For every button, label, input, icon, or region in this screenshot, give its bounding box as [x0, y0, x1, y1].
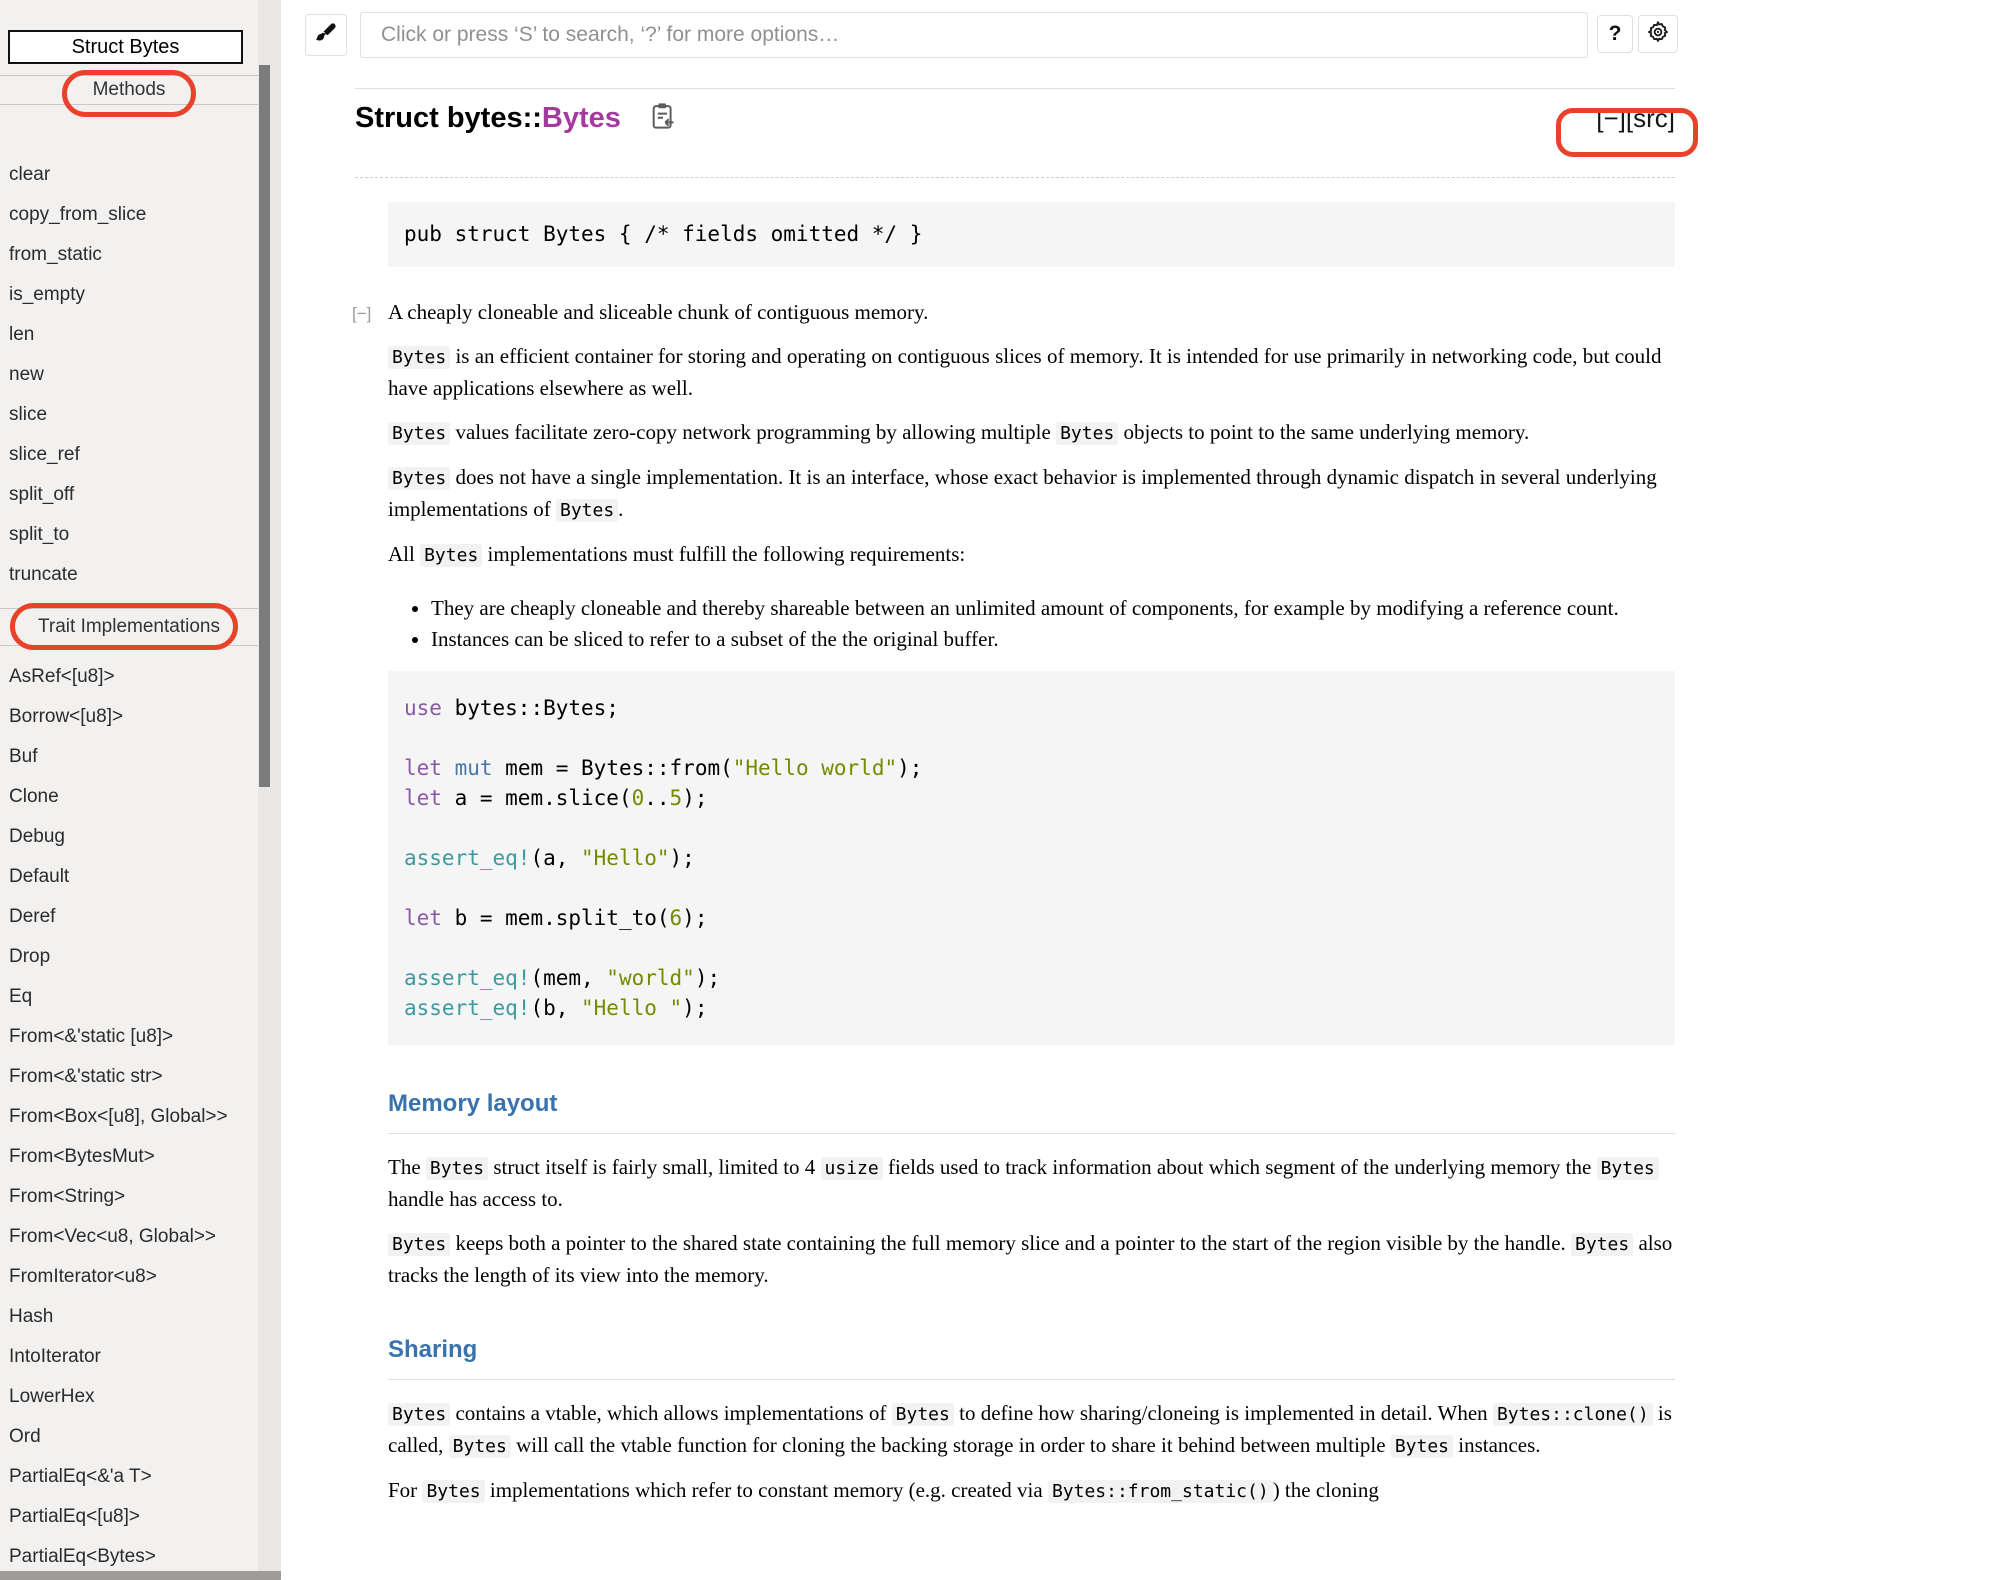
sidebar: [0, 0, 258, 1580]
sidebar-item[interactable]: PartialEq<[u8]>: [9, 1506, 140, 1527]
settings-button[interactable]: [1638, 15, 1678, 53]
sidebar-methods-list: [0, 155, 258, 595]
inline-code: Bytes: [1571, 1233, 1633, 1256]
page-title-prefix: Struct bytes::: [355, 102, 542, 134]
search-divider: [355, 88, 1675, 89]
sidebar-item[interactable]: From<BytesMut>: [9, 1146, 155, 1167]
inline-code: Bytes::clone(): [1493, 1403, 1653, 1426]
sidebar-item[interactable]: AsRef<[u8]>: [9, 666, 115, 687]
inline-code: Bytes: [388, 467, 450, 490]
doc-paragraph: Bytes contains a vtable, which allows implementations of Bytes to define how sharing/cloneing is implemented in detail. When Bytes::clone() is called, Bytes will call the vtable function for cloning the backing storage in order to share it behind between multiple Bytes instances.: [388, 1401, 1672, 1457]
inline-code: Bytes: [426, 1157, 488, 1180]
sidebar-item[interactable]: new: [9, 364, 44, 385]
sidebar-title: Struct Bytes: [71, 35, 180, 58]
sidebar-item[interactable]: slice_ref: [9, 444, 80, 465]
main-column: [352, 88, 1675, 1520]
sidebar-item[interactable]: From<&'static [u8]>: [9, 1026, 174, 1047]
struct-name[interactable]: Bytes: [541, 102, 621, 134]
sidebar-item[interactable]: len: [9, 324, 35, 345]
sidebar-item[interactable]: is_empty: [9, 284, 86, 305]
doc-paragraph: All Bytes implementations must fulfill the following requirements:: [388, 542, 966, 566]
sidebar-item[interactable]: clear: [9, 164, 51, 185]
sidebar-item[interactable]: From<&'static str>: [9, 1066, 163, 1087]
sidebar-traits-label: Trait Implementations: [38, 616, 220, 637]
sidebar-item[interactable]: LowerHex: [9, 1386, 95, 1407]
sidebar-item[interactable]: Debug: [9, 826, 65, 847]
src-link[interactable]: [−][src]: [1596, 103, 1675, 133]
inline-code: Bytes: [892, 1403, 954, 1426]
sidebar-item[interactable]: From<Box<[u8], Global>>: [9, 1106, 228, 1127]
doc-list-item: • Instances can be sliced to refer to a subset of the the original buffer.: [431, 624, 1675, 655]
content-area: [281, 0, 2000, 1580]
sidebar-item[interactable]: split_to: [9, 524, 70, 545]
item-heading-row: [355, 98, 1675, 178]
inline-code: Bytes: [1597, 1157, 1659, 1180]
sidebar-item[interactable]: truncate: [9, 564, 78, 585]
sidebar-item[interactable]: Buf: [9, 746, 38, 767]
sidebar-item[interactable]: FromIterator<u8>: [9, 1266, 157, 1287]
inline-code: Bytes: [388, 346, 450, 369]
sidebar-item[interactable]: Deref: [9, 906, 56, 927]
doc-paragraph: Bytes keeps both a pointer to the shared state containing the full memory slice and a pointer to the start of the region visible by the handle. Bytes also tracks the length of its view into the memory.: [388, 1231, 1673, 1287]
sidebar-item[interactable]: Ord: [9, 1426, 41, 1447]
gear-icon: [1645, 19, 1671, 50]
inline-code: Bytes: [1391, 1435, 1453, 1458]
sidebar-item[interactable]: Default: [9, 866, 70, 887]
inline-code: Bytes: [1056, 422, 1118, 445]
inline-code: Bytes::from_static(): [1048, 1480, 1273, 1503]
help-button[interactable]: [1597, 15, 1633, 53]
search-input[interactable]: [360, 12, 1588, 58]
doc-list-item: • They are cheaply cloneable and thereby shareable between an unlimited amount of components, for example by modifying a reference count.: [431, 593, 1675, 624]
sidebar-scrollbar-thumb[interactable]: [259, 65, 270, 787]
page-title: [355, 98, 675, 141]
sidebar-methods-header[interactable]: [0, 75, 258, 105]
sidebar-item[interactable]: copy_from_slice: [9, 204, 147, 225]
sidebar-bottom-strip: [0, 1571, 281, 1580]
sidebar-item[interactable]: from_static: [9, 244, 102, 265]
inline-code: Bytes: [556, 499, 618, 522]
collapse-toggle-icon[interactable]: [−]: [352, 304, 372, 323]
sidebar-traits-list: [0, 657, 258, 1577]
doc-list: [388, 593, 1675, 655]
code-example: use bytes::Bytes; let mut mem = Bytes::from("Hello world"); let a = mem.slice(0..5); assert_eq!(a, "Hello"); let b = mem.split_to(6); assert_eq!(mem, "world"); assert_eq!(b, "Hello ");: [388, 671, 1675, 1045]
section-heading: Memory layout: [388, 1088, 1675, 1134]
sidebar-title-box: [8, 30, 243, 64]
doc-paragraph: Bytes does not have a single implementation. It is an interface, whose exact behavior is implemented through dynamic dispatch in several underlying implementations of Bytes .: [388, 465, 1657, 521]
doc-paragraph: [−] A cheaply cloneable and sliceable chunk of contiguous memory.: [388, 297, 1675, 328]
sidebar-item[interactable]: split_off: [9, 484, 75, 505]
docblock: [352, 297, 1675, 1507]
sidebar-item[interactable]: PartialEq<&'a T>: [9, 1466, 152, 1487]
inline-code: usize: [821, 1157, 883, 1180]
inline-code: Bytes: [388, 1403, 450, 1426]
sidebar-item[interactable]: From<String>: [9, 1186, 126, 1207]
sidebar-item[interactable]: From<Vec<u8, Global>>: [9, 1226, 217, 1247]
inline-code: Bytes: [388, 422, 450, 445]
inline-code: Bytes: [449, 1435, 511, 1458]
doc-paragraph: Bytes values facilitate zero-copy network programming by allowing multiple Bytes objects to point to the same underlying memory.: [388, 417, 1675, 449]
sidebar-methods-label: Methods: [92, 79, 166, 100]
inline-code: Bytes: [388, 1233, 450, 1256]
inline-code: Bytes: [420, 544, 482, 567]
clipboard-copy-icon[interactable]: [651, 101, 675, 141]
section-heading: Sharing: [388, 1334, 1675, 1380]
help-button-label: ?: [1608, 22, 1622, 45]
sidebar-item[interactable]: Drop: [9, 946, 51, 967]
theme-picker-button[interactable]: [305, 14, 347, 56]
doc-paragraph: Bytes is an efficient container for storing and operating on contiguous slices of memory. It is intended for use primarily in networking code, but could have applications elsewhere as well.: [388, 344, 1662, 400]
sidebar-item[interactable]: slice: [9, 404, 48, 425]
sidebar-item[interactable]: Eq: [9, 986, 33, 1007]
paint-brush-icon: [314, 21, 338, 50]
doc-paragraph: The Bytes struct itself is fairly small, limited to 4 usize fields used to track information about which segment of the underlying memory the Bytes handle has access to.: [388, 1152, 1675, 1215]
sidebar-item[interactable]: IntoIterator: [9, 1346, 101, 1367]
sidebar-item[interactable]: Borrow<[u8]>: [9, 706, 124, 727]
sidebar-item[interactable]: PartialEq<Bytes>: [9, 1546, 156, 1567]
struct-signature: pub struct Bytes { /* fields omitted */ }: [388, 202, 1675, 267]
inline-code: Bytes: [422, 1480, 484, 1503]
doc-paragraph: For Bytes implementations which refer to constant memory (e.g. created via Bytes::from_static() ) the cloning: [388, 1478, 1379, 1502]
sidebar-item[interactable]: Clone: [9, 786, 59, 807]
sidebar-traits-header[interactable]: [0, 608, 258, 646]
sidebar-item[interactable]: Hash: [9, 1306, 54, 1327]
sidebar-scrollbar-track[interactable]: [258, 0, 281, 1580]
